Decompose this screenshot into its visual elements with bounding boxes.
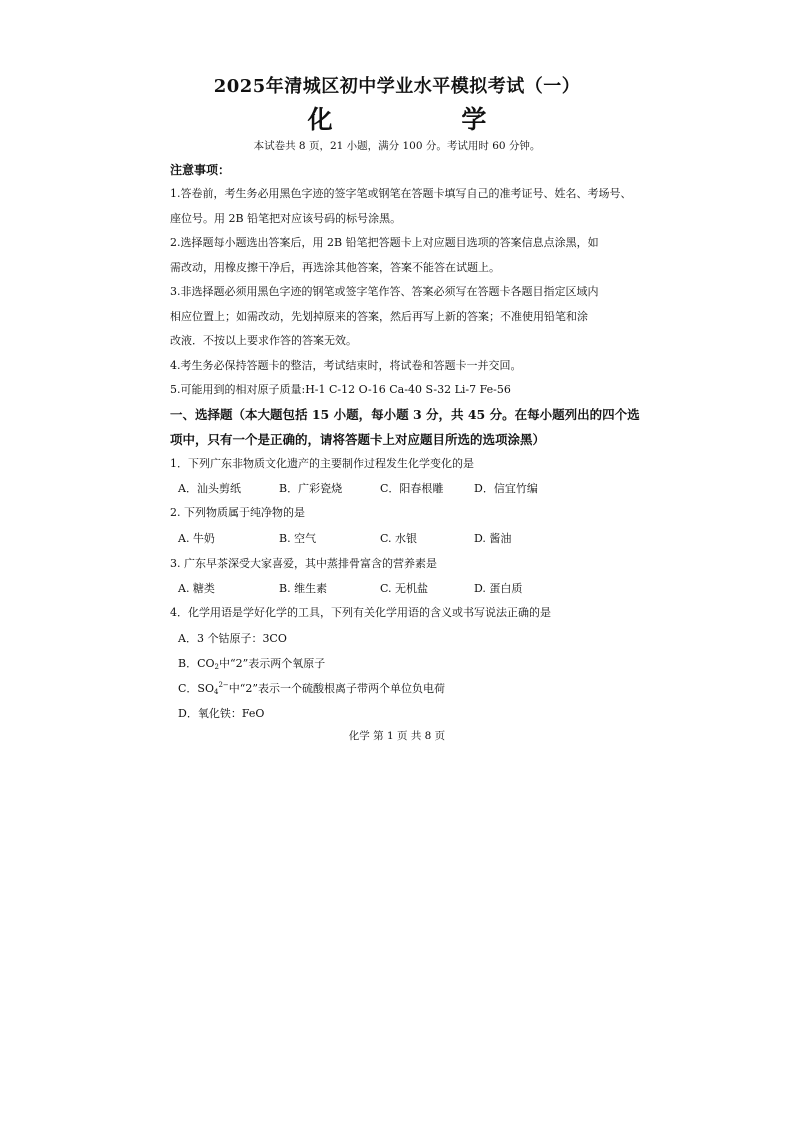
question-stem: 4．化学用语是学好化学的工具，下列有关化学用语的含义或书写说法正确的是 <box>170 606 551 619</box>
option-a: A．汕头剪纸 <box>178 482 241 495</box>
page-footer: 化学 第 1 页 共 8 页 <box>348 730 446 742</box>
question-stem: 1．下列广东非物质文化遗产的主要制作过程发生化学变化的是 <box>170 457 474 470</box>
option-row <box>178 580 598 596</box>
section-heading: 一、选择题（本大题包括 15 小题，每小题 3 分，共 45 分。在每小题列出的四个选项中，只有一个是正确的，请将答题卡上对应题目所选的选项涂黑） <box>170 407 640 447</box>
formula-text: C．SO <box>178 682 214 695</box>
notice-line: 需改动，用橡皮擦干净后，再选涂其他答案，答案不能答在试题上。 <box>170 261 500 274</box>
option-text: 中“2”表示两个氧原子 <box>219 657 326 670</box>
option-row <box>178 480 598 496</box>
question-stem: 2. 下列物质属于纯净物的是 <box>170 506 305 519</box>
option-b <box>178 655 325 671</box>
subscript: 4 <box>213 688 219 696</box>
option-d: D. 酱油 <box>474 532 512 545</box>
notice-heading: 注意事项： <box>170 163 231 177</box>
option-text: 中“2”表示一个硫酸根离子带两个单位负电荷 <box>228 682 446 695</box>
option-a: A. 糖类 <box>178 582 215 595</box>
option-d: D. 蛋白质 <box>474 582 523 595</box>
option-b: B．广彩瓷烧 <box>279 482 343 495</box>
notice-line: 3.非选择题必须用黑色字迹的钢笔或签字笔作答、答案必须写在答题卡各题目指定区域内 <box>170 285 599 298</box>
notice-line: 5.可能用到的相对原子质量:H-1 C-12 O-16 Ca-40 S-32 Li-7 Fe-56 <box>170 383 511 396</box>
notice-line: 2.选择题每小题选出答案后，用 2B 铅笔把答题卡上对应题目选项的答案信息点涂黑，如 <box>170 236 599 249</box>
exam-title: 2025年清城区初中学业水平模拟考试（一） <box>213 76 581 97</box>
notice-line: 1.答卷前，考生务必用黑色字迹的签字笔或钢笔在答题卡填写自己的准考证号、姓名、考场号、 <box>170 187 632 200</box>
notice-line: 改液．不按以上要求作答的答案无效。 <box>170 334 357 347</box>
option-c <box>178 680 445 696</box>
subscript: 2 <box>214 663 219 671</box>
superscript: 2− <box>218 681 229 689</box>
option-a: A. 牛奶 <box>178 532 215 545</box>
option-b: B. 空气 <box>279 532 317 545</box>
option-b: B. 维生素 <box>279 582 328 595</box>
notice-line: 4.考生务必保持答题卡的整洁，考试结束时，将试卷和答题卡一并交回。 <box>170 359 522 372</box>
option-c: C. 无机盐 <box>380 582 429 595</box>
option-c: C．阳春根雕 <box>380 482 444 495</box>
option-c: C. 水银 <box>380 532 418 545</box>
option-d: D．信宜竹编 <box>474 482 538 495</box>
subject-title: 化 学 <box>307 105 547 134</box>
option-d: D．氧化铁：FeO <box>178 707 265 720</box>
option-a: A．3 个钴原子：3CO <box>178 632 287 645</box>
notice-line: 座位号。用 2B 铅笔把对应该号码的标号涂黑。 <box>170 212 402 225</box>
option-row <box>178 530 598 546</box>
exam-meta: 本试卷共 8 页，21 小题，满分 100 分。考试用时 60 分钟。 <box>253 140 541 152</box>
question-stem: 3. 广东早茶深受大家喜爱，其中蒸排骨富含的营养素是 <box>170 557 437 570</box>
notice-line: 相应位置上；如需改动，先划掉原来的答案，然后再写上新的答案；不准使用铅笔和涂 <box>170 310 588 323</box>
formula-text: B．CO <box>178 657 215 670</box>
